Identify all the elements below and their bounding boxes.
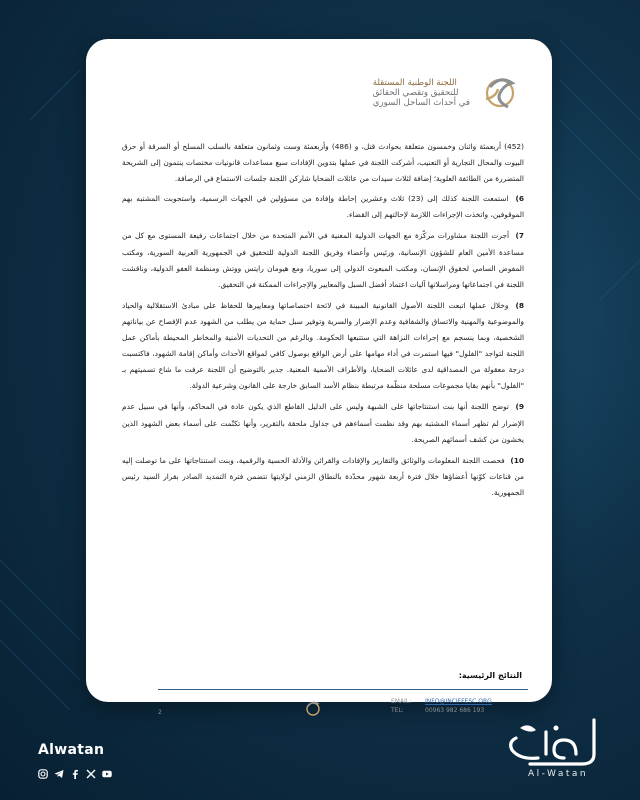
org-name-line3: في أحداث الساحل السوري [372, 98, 470, 108]
instagram-icon[interactable] [38, 764, 48, 774]
telegram-icon[interactable] [54, 764, 64, 774]
item-number: 6) [515, 194, 524, 204]
page-number: 2 [158, 709, 162, 716]
item-text: فحصت اللجنة المعلومات والوثائق والتقارير والإفادات والقرائن والأدلة الحسية والرقمية، وبنت استنتاجاتها على ما توصلت إليه من قناعات كوّنها أعضاؤها خلال فترة أربعة شهور محدّدة بالنطاق الزمني لولايتها تتضمن فترة التمديد الصادر بقرار السيد رئيس الجمهورية. [122, 455, 524, 497]
item-number: 9) [515, 402, 524, 412]
list-item [122, 191, 524, 223]
brand-block [38, 742, 112, 774]
item-text: أجرت اللجنة مشاورات مركّزة مع الجهات الدولية المعنية في الأمم المتحدة من خلال اجتماعات رفيعة المستوى مع كل من مساعدة الأمين العام للشؤون الإنسانية، ورئيس وأعضاء وفريق اللجنة الدولية للتحقيق في الجمهورية العربية السورية، ومكتب المفوض السامي لحقوق الإنسان، ومكتب المبعوث الدولي إلى سوريا، ومع هيومان رايتس ووتش ومنظمة العفو الدولية، وناقشت اللجنة في اجتماعاتها ومراسلاتها آليات اعتماد أفضل السبل والمعايير والإجراءات الممكنة في التحقيق. [122, 231, 524, 289]
document-page [86, 39, 552, 716]
section-heading: النتائج الرئيسية: [458, 671, 522, 680]
footer-divider [158, 689, 528, 690]
contact-info [391, 698, 492, 715]
footer-logo-icon [300, 699, 326, 719]
page-footer [86, 695, 552, 721]
document-body [122, 139, 524, 506]
item-number: 10) [510, 455, 524, 465]
org-name-line1: اللجنة الوطنية المستقلة [372, 78, 457, 88]
list-item [122, 453, 524, 501]
item-text: استمعت اللجنة كذلك إلى (23) ثلاث وعشرين إحاطة وإفادة من مسؤولين في الجهات الرسمية، واستجوبت المشتبه بهم الموقوفين، واتخذت الإجراءات اللازمة لإحالتهم إلى القضاء. [122, 194, 524, 220]
email-link[interactable]: INFO@INCIFFESC.ORG [425, 698, 492, 705]
org-name-line2: للتحقيق وتقصي الحقائق [372, 88, 459, 98]
alwatan-calligraphy-icon [490, 714, 610, 770]
list-item [122, 228, 524, 292]
tel-label: TEL: [391, 706, 404, 714]
list-item [122, 298, 524, 395]
facebook-icon[interactable] [70, 764, 80, 774]
alwatan-logo [490, 714, 610, 786]
org-header [373, 73, 522, 113]
lead-paragraph: (452) أربعمئة واثنان وخمسون متعلقة بحوادث قتل، و (486) وأربعمئة وست وثمانون متعلقة بالسلب المسلح أو السرقة أو حرق البيوت والمحال التجارية أو التعنيب، أشركت اللجنة في عملها بتدوين الإفادات سبع مساعدات قانونيات مختصات ينتمون إلى الشريحة المتضررة من الطائفة العلوية؛ إضافة لثلاث سيدات من عائلات الضحايا شاركن اللجنة جلسات الاستماع في الرصافة. [122, 142, 524, 184]
item-number: 7) [515, 231, 524, 241]
brand-latin-name: Al-Watan [528, 769, 589, 779]
x-icon[interactable] [86, 764, 96, 774]
item-text: توضح اللجنة أنها بنت استنتاجاتها على الشبهة وليس على الدليل القاطع الذي يكون عادة في المحاكم، وأنها في سبيل عدم الإضرار لم تظهر أسماء المشتبه بهم وقد نظمت أسماءهم في جداول ملحقة بالتقرير، وأنها تكتّمت على أسماء بعض الشهود الذين يخشون من كشف أسمائهم الصريحة. [122, 402, 524, 444]
org-logo-icon [478, 73, 522, 113]
youtube-icon[interactable] [102, 764, 112, 774]
item-text: وخلال عملها اتبعت اللجنة الأصول القانونية المبينة في لائحة اختصاصاتها ومعاييرها للحفاظ على مبادئ الاستقلالية والحياد والموضوعية والمهنية والاتساق والشفافية وعدم الإضرار والسرية وتوفير سبل حماية من يطلب من الشهود عدم الإفصاح عن بياناتهم الشخصية، وبما ينسجم مع إجراءات النزاهة التي ستتبعها الحكومة. وبالرغم من التحديات الأمنية والمخاطر المحيطة بأماكن عمل اللجنة لتواجد "الفلول" فيها استمرت في أداء مهامها على أرض الواقع بوصول كافي لمواقع الأحداث وأماكن إقامة الشهود، فاكتسبت درجة معقولة من المصداقية لدى عائلات الضحايا، والأطراف الأممية المعنية. جدير بالتوضيح أن اللجنة عرفت ما شاع تسميتهم بـ "الفلول" بأنهم بقايا مجموعات مسلحة منظّمة مرتبطة بنظام الأسد السابق خارجة على القانون وشرعية الدولة. [122, 300, 524, 391]
tel-value: 00963 982 686 193 [425, 706, 485, 714]
email-label: EMAIL: [391, 698, 412, 705]
list-item [122, 399, 524, 447]
brand-name: Alwatan [38, 742, 105, 758]
item-number: 8) [515, 300, 524, 310]
social-icons [38, 764, 112, 774]
